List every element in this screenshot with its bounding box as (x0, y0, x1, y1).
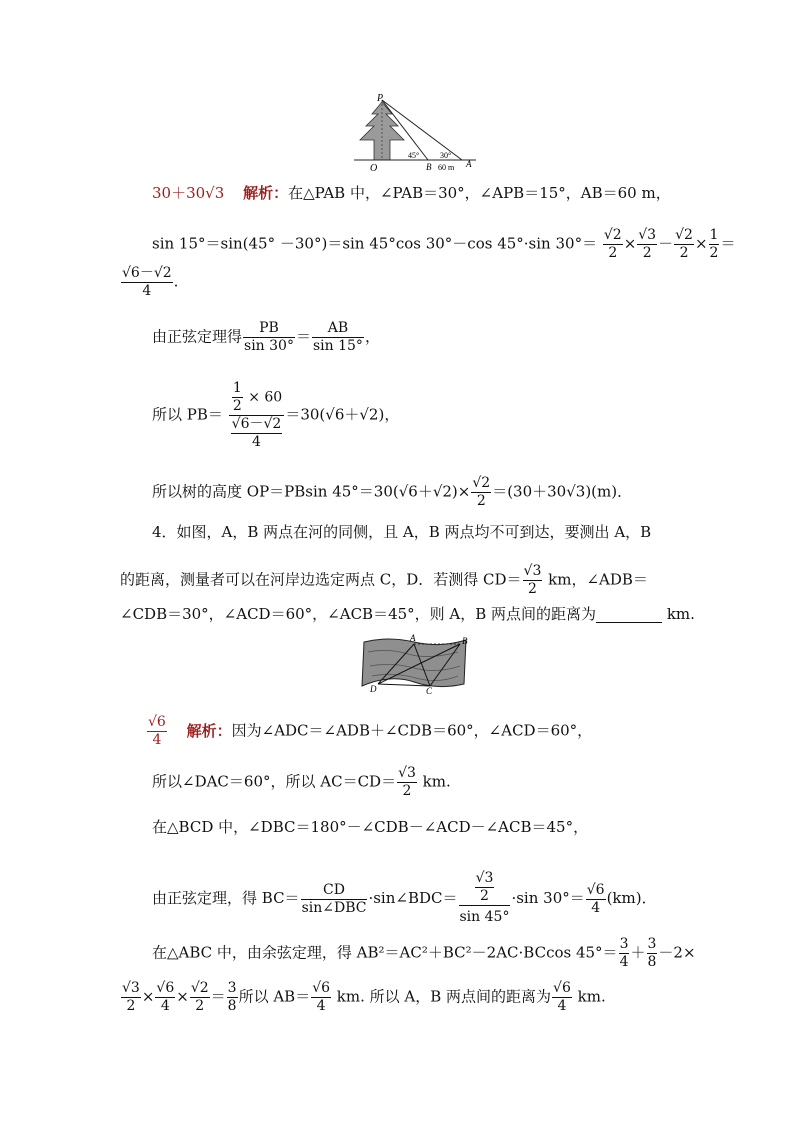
answer-line-2: $\frac{√6}{4}$ 解析：因为∠ADC＝∠ADB＋∠CDB＝60°，∠ACD＝60°， (148, 714, 593, 748)
solution-line-5: 所以 PB＝ $\frac{1}{2}$ × 60 $\frac{√6-√2}{4}$ ＝30(√6＋√2)， (152, 380, 400, 450)
angle-30: 30° (440, 151, 452, 160)
answer-fraction: $\frac{√6}{4}$ (148, 714, 166, 748)
label-b: B (426, 162, 432, 172)
label-c: C (426, 686, 433, 694)
answer-blank[interactable] (596, 606, 662, 623)
solution-line-3: $\frac{√6-√2}{4}$ . (122, 265, 179, 299)
solution-line-2: sin 15°＝sin(45° －30°)＝sin 45°cos 30°－cos 45°·sin 30°＝ $\frac{√2}{2}$ × $\frac{√3}{2}$ － $\frac{√2}{2}$ × $\frac{1}{2}$ ＝ (152, 227, 736, 261)
solution-text: 在△PAB 中，∠PAB＝30°，∠APB＝15°，AB＝60 m， (288, 184, 671, 202)
label-a: A (410, 633, 416, 643)
solution2-line-6: $\frac{√3}{2}$ × $\frac{√6}{4}$ × $\frac{√2}{2}$ ＝ $\frac{3}{8}$ 所以 AB＝ $\frac{√6}{4}$ km. 所以 A，B 两点间的距离为 $\frac{√6}{4}$ km. (122, 980, 606, 1014)
answer-line-1 (152, 183, 671, 203)
question-4-line-3: ∠CDB＝30°，∠ACD＝60°，∠ACB＝45°，则 A，B 两点间的距离为 km. (120, 605, 695, 623)
question-4-line-2: 的距离，测量者可以在河岸边选定两点 C，D．若测得 CD＝ $\frac{√3}{2}$ km，∠ADB＝ (120, 563, 648, 597)
solution2-line-4: 由正弦定理，得 BC＝ $\frac{CD}{\text{sin∠DBC}}$ ·sin∠BDC＝ $\frac{\frac{√3}{2}}{\sin 45^\circ}$ ·sin 30°＝ $\frac{√6}{4}$ (km)． (152, 870, 657, 928)
river-shape (362, 639, 466, 687)
jiexi-label: 解析： (243, 184, 289, 202)
label-b: B (462, 636, 468, 646)
solution2-line-3: 在△BCD 中，∠DBC＝180°－∠CDB－∠ACD－∠ACB＝45°， (152, 818, 589, 836)
label-o: O (370, 163, 378, 174)
solution2-line-5: 在△ABC 中，由余弦定理，得 AB²＝AC²＋BC²－2AC·BCcos 45°＝ $\frac{3}{4}$ ＋ $\frac{3}{8}$ －2× (152, 936, 696, 970)
label-d: D (370, 684, 377, 694)
tree-shape (360, 102, 404, 160)
distance-60m: 60 m (438, 163, 455, 172)
sin15-expansion: sin 15°＝sin(45° －30°)＝sin 45°cos 30°－cos 45°·sin 30°＝ (152, 234, 598, 253)
question-4-line-1: 4．如图，A，B 两点在河的同侧，且 A，B 两点均不可到达，要测出 A，B (152, 523, 652, 541)
solution-line-6: 所以树的高度 OP＝PBsin 45°＝30(√6＋√2)× $\frac{√2}{2}$ ＝(30＋30√3)(m)． (152, 475, 633, 509)
jiexi-label: 解析： (186, 721, 232, 740)
river-figure (358, 632, 470, 694)
angle-45: 45° (408, 151, 420, 160)
solution-line-4: 由正弦定理得 $\frac{PB}{\sin 30^\circ}$ ＝ $\frac{AB}{\sin 15^\circ}$ ， (152, 320, 380, 354)
tree-figure (350, 92, 480, 174)
label-a: A (466, 159, 472, 169)
label-p: P (377, 93, 384, 104)
answer-value: 30＋30√3 (152, 184, 225, 202)
solution2-line-2: 所以∠DAC＝60°，所以 AC＝CD＝ $\frac{√3}{2}$ km. (152, 765, 451, 799)
